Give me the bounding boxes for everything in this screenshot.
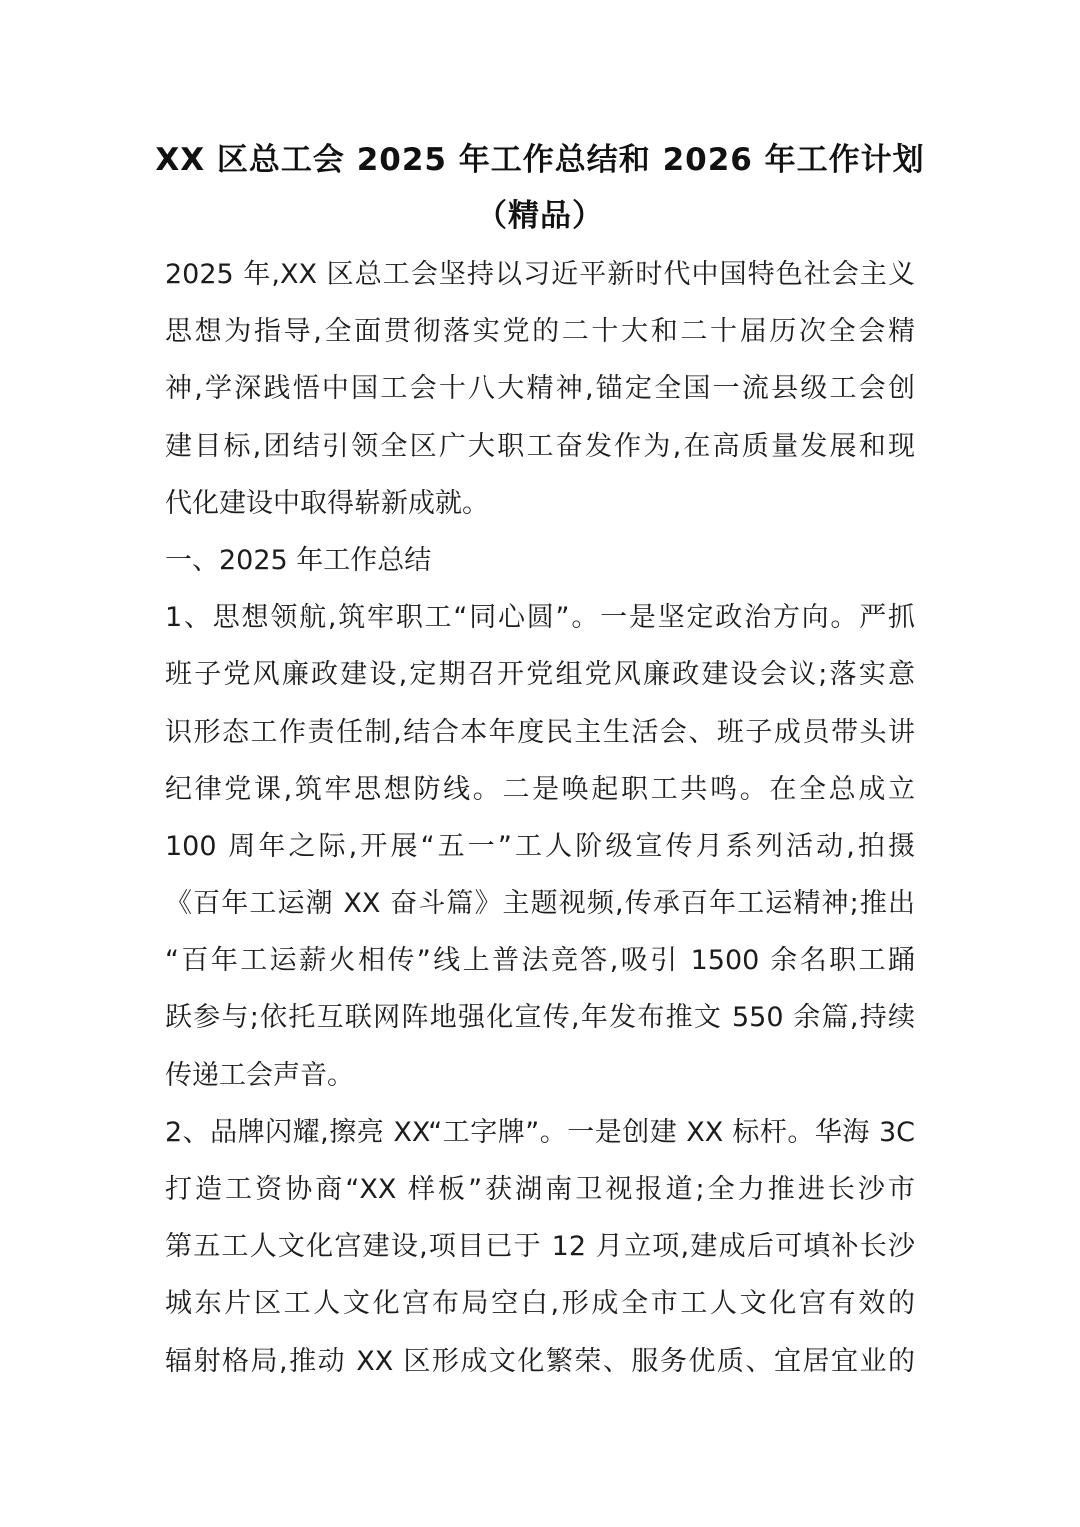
text-line: 打造工资协商“XX 样板”获湖南卫视报道;全力推进长沙市	[165, 1174, 915, 1205]
text-line: 1、思想领航,筑牢职工“同心圆”。一是坚定政治方向。严抓	[165, 602, 915, 634]
text-line: 城东片区工人文化宫布局空白,形成全市工人文化宫有效的	[165, 1288, 915, 1320]
document-title: XX 区总工会 2025 年工作总结和 2026 年工作计划	[155, 142, 925, 178]
paragraph-item-1	[165, 589, 915, 1104]
text-line: 代化建设中取得崭新成就。	[165, 487, 489, 519]
text-line: 第五工人文化宫建设,项目已于 12 月立项,建成后可填补长沙	[165, 1231, 915, 1263]
paragraph-intro	[165, 246, 915, 532]
heading-line: 一、2025 年工作总结	[165, 544, 432, 576]
text-line: 辐射格局,推动 XX 区形成文化繁荣、服务优质、宜居宜业的	[165, 1345, 915, 1377]
text-line: 《百年工运潮 XX 奋斗篇》主题视频,传承百年工运精神;推出	[165, 888, 915, 920]
text-line: 传递工会声音。	[165, 1059, 354, 1091]
text-line: 2、品牌闪耀,擦亮 XX“工字牌”。一是创建 XX 标杆。华海 3C	[165, 1116, 915, 1148]
text-line: 建目标,团结引领全区广大职工奋发作为,在高质量发展和现	[165, 430, 915, 462]
text-line: 2025 年,XX 区总工会坚持以习近平新时代中国特色社会主义	[165, 259, 915, 290]
section-heading	[165, 532, 915, 589]
text-line: 神,学深践悟中国工会十八大精神,锚定全国一流县级工会创	[165, 373, 915, 405]
text-line: 纪律党课,筑牢思想防线。二是唤起职工共鸣。在全总成立	[165, 773, 915, 805]
text-line: 100 周年之际,开展“五一”工人阶级宣传月系列活动,拍摄	[165, 830, 915, 862]
document-body	[165, 246, 915, 1390]
document-subtitle: （精品）	[476, 198, 604, 234]
text-line: “百年工运薪火相传”线上普法竞答,吸引 1500 余名职工踊	[165, 945, 915, 977]
text-line: 思想为指导,全面贯彻落实党的二十大和二十届历次全会精	[165, 316, 915, 348]
text-line: 跃参与;依托互联网阵地强化宣传,年发布推文 550 余篇,持续	[165, 1002, 915, 1034]
text-line: 班子党风廉政建设,定期召开党组党风廉政建设会议;落实意	[165, 659, 915, 691]
text-line: 识形态工作责任制,结合本年度民主生活会、班子成员带头讲	[165, 716, 915, 748]
paragraph-item-2	[165, 1104, 915, 1390]
